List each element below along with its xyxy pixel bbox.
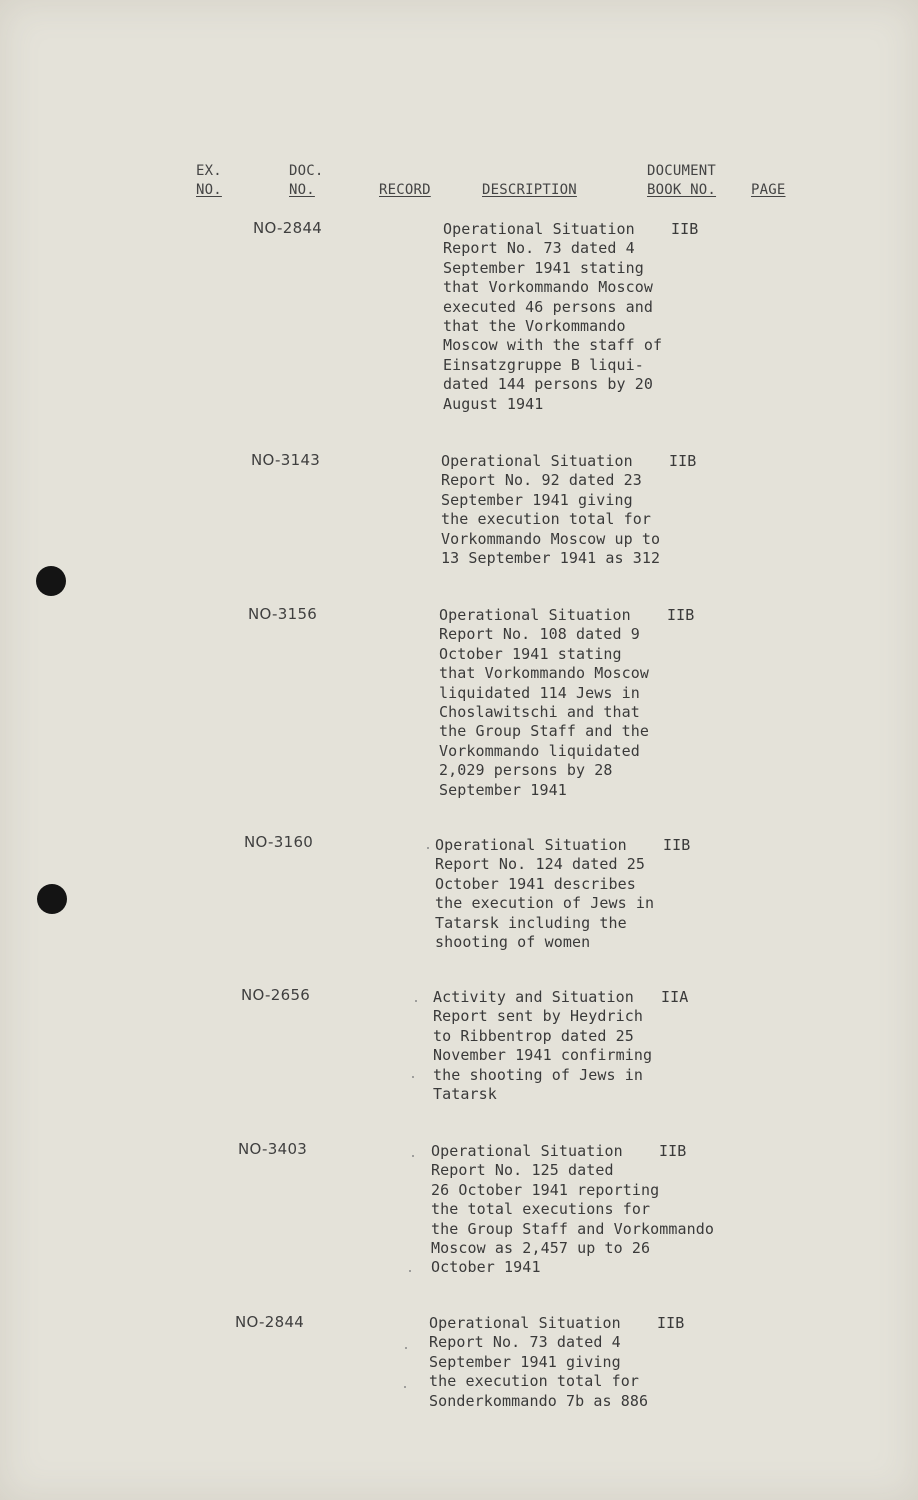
header-doc-bottom: NO. <box>289 182 315 198</box>
header-doc-no <box>289 162 324 200</box>
entry-description <box>435 836 735 952</box>
entry-description <box>439 606 739 800</box>
desc-line: Operational Situation IIB <box>443 220 699 238</box>
punch-hole <box>37 884 67 914</box>
desc-line: the Group Staff and the <box>439 722 650 741</box>
desc-line: Operational Situation IIB <box>431 1142 687 1160</box>
desc-line: Report No. 125 dated <box>431 1161 614 1180</box>
desc-line: liquidated 114 Jews in <box>439 683 640 702</box>
desc-line: Operational Situation IIB <box>435 836 691 854</box>
header-book-no: BOOK NO. <box>647 182 717 198</box>
entry-doc-no: NO-2844 <box>253 219 323 237</box>
entry-doc-no: NO-3403 <box>238 1140 308 1158</box>
desc-line: Tatarsk <box>433 1085 497 1104</box>
entry-book-no: IIB <box>659 1142 687 1160</box>
header-description <box>482 181 577 200</box>
desc-line: Report No. 73 dated 4 <box>443 239 635 258</box>
desc-line: the Group Staff and Vorkommando <box>431 1219 715 1238</box>
desc-line: executed 46 persons and <box>443 297 654 316</box>
entry-doc-no: NO-3160 <box>244 833 314 851</box>
entry-book-no: IIB <box>671 220 699 238</box>
desc-line: October 1941 <box>431 1258 541 1277</box>
entry-description <box>431 1142 731 1278</box>
desc-line: shooting of women <box>435 933 591 952</box>
desc-line: Moscow with the staff of <box>443 336 663 355</box>
desc-line: the shooting of Jews in <box>433 1065 644 1084</box>
desc-line: Activity and Situation IIA <box>433 988 689 1006</box>
header-record <box>379 181 431 200</box>
desc-line: that Vorkommando Moscow <box>443 278 654 297</box>
desc-line: Report No. 73 dated 4 <box>429 1333 621 1352</box>
desc-line: September 1941 stating <box>443 258 644 277</box>
entry-book-no: IIB <box>663 836 691 854</box>
desc-line: Vorkommando Moscow up to <box>441 529 661 548</box>
header-doc-top: DOC. <box>289 163 324 179</box>
header-document-book <box>647 162 716 200</box>
desc-line: Vorkommando liquidated <box>439 741 640 760</box>
entry-description <box>429 1314 729 1411</box>
header-ex-bottom: NO. <box>196 182 222 198</box>
header-page <box>751 181 786 200</box>
desc-line: Report sent by Heydrich <box>433 1007 644 1026</box>
desc-line: Einsatzgruppe B liqui- <box>443 355 644 374</box>
desc-line: Operational Situation IIB <box>441 452 697 470</box>
desc-line: November 1941 confirming <box>433 1046 653 1065</box>
entry-description <box>443 220 743 414</box>
desc-line: 26 October 1941 reporting <box>431 1180 660 1199</box>
desc-line: 2,029 persons by 28 <box>439 761 613 780</box>
desc-line: dated 144 persons by 20 <box>443 375 654 394</box>
paper-speck <box>412 1076 414 1078</box>
paper-speck <box>412 1155 414 1157</box>
desc-line: Report No. 92 dated 23 <box>441 471 642 490</box>
entry-book-no: IIB <box>657 1314 685 1332</box>
desc-line: the execution of Jews in <box>435 894 655 913</box>
paper-speck <box>409 1270 411 1272</box>
desc-line: September 1941 <box>439 780 567 799</box>
desc-line: Choslawitschi and that <box>439 703 640 722</box>
desc-line: that the Vorkommando <box>443 317 626 336</box>
punch-hole <box>36 566 66 596</box>
entry-doc-no: NO-3156 <box>248 605 318 623</box>
desc-line: Operational Situation IIB <box>429 1314 685 1332</box>
desc-line: 13 September 1941 as 312 <box>441 549 661 568</box>
header-record-label: RECORD <box>379 182 431 198</box>
desc-line: the execution total for <box>441 510 652 529</box>
desc-line: Operational Situation IIB <box>439 606 695 624</box>
header-ex-top: EX. <box>196 163 222 179</box>
desc-line: Sonderkommando 7b as 886 <box>429 1391 649 1410</box>
entry-description <box>433 988 733 1104</box>
desc-line: Tatarsk including the <box>435 913 627 932</box>
desc-line: October 1941 describes <box>435 874 636 893</box>
header-description-label: DESCRIPTION <box>482 182 577 198</box>
entry-book-no: IIB <box>667 606 695 624</box>
paper-speck <box>427 847 429 849</box>
desc-line: the execution total for <box>429 1372 640 1391</box>
desc-line: that Vorkommando Moscow <box>439 664 650 683</box>
desc-line: September 1941 giving <box>429 1352 621 1371</box>
desc-line: Report No. 108 dated 9 <box>439 625 640 644</box>
paper-speck <box>405 1347 407 1349</box>
entry-book-no: IIB <box>669 452 697 470</box>
entry-description <box>441 452 741 568</box>
entry-doc-no: NO-2844 <box>235 1313 305 1331</box>
desc-line: October 1941 stating <box>439 644 622 663</box>
paper-speck <box>415 1000 417 1002</box>
header-ex-no <box>196 162 222 200</box>
entry-doc-no: NO-3143 <box>251 451 321 469</box>
paper-speck <box>404 1386 406 1388</box>
desc-line: the total executions for <box>431 1200 651 1219</box>
desc-line: August 1941 <box>443 394 544 413</box>
entry-book-no: IIA <box>661 988 689 1006</box>
desc-line: September 1941 giving <box>441 490 633 509</box>
entry-doc-no: NO-2656 <box>241 986 311 1004</box>
desc-line: Report No. 124 dated 25 <box>435 855 646 874</box>
header-page-label: PAGE <box>751 182 786 198</box>
desc-line: to Ribbentrop dated 25 <box>433 1026 634 1045</box>
desc-line: Moscow as 2,457 up to 26 <box>431 1239 651 1258</box>
header-document-top: DOCUMENT <box>647 163 717 179</box>
